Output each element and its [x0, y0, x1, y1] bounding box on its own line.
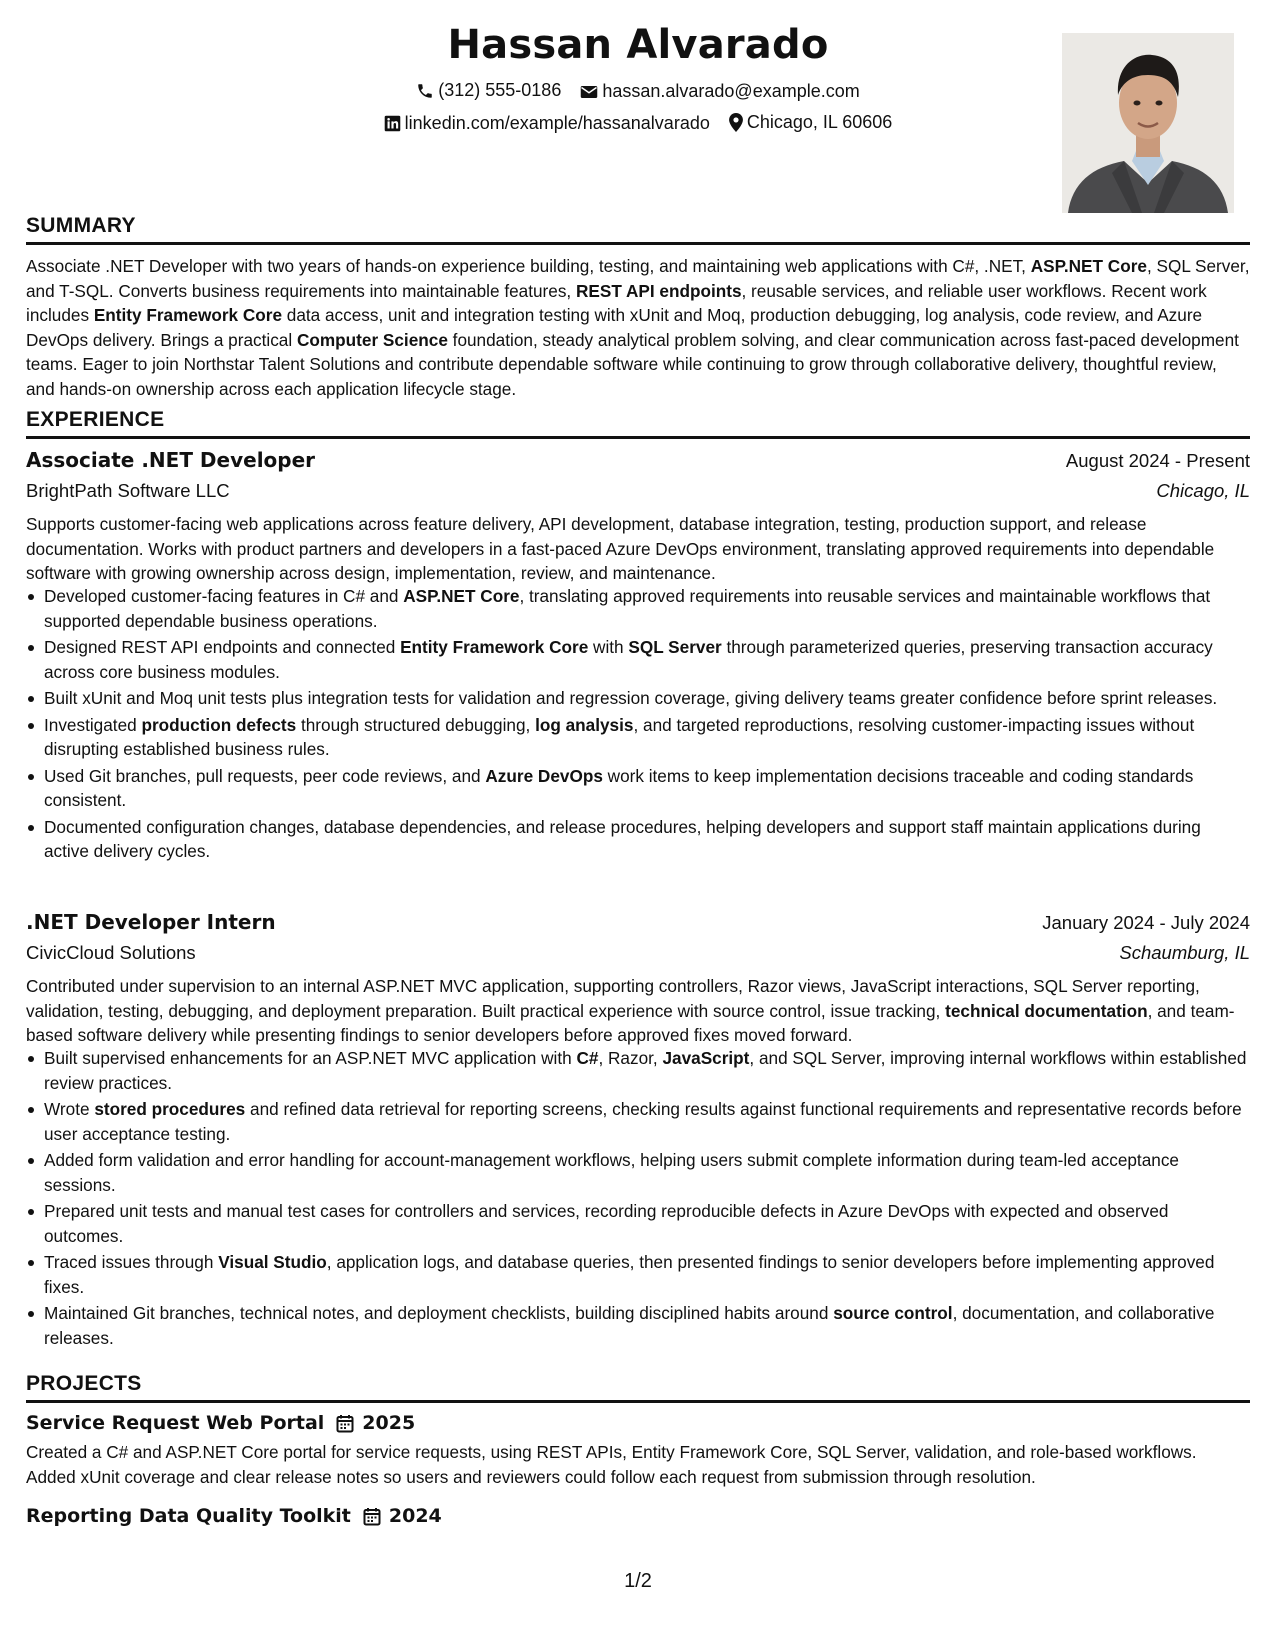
- job-description: Contributed under supervision to an internal ASP.NET MVC application, supporting controllers, Razor views, JavaScript interactions, SQL Server reporting, validation, testing, debugging, and deployment preparation. Built practical experience with source control, issue tracking, technical documentation, and team-based software delivery while presenting findings to senior developers before approved fixes moved forward.: [26, 976, 1235, 1045]
- phone-text: (312) 555-0186: [438, 80, 562, 100]
- location-text: Chicago, IL 60606: [746, 112, 893, 132]
- project-description: Created a C# and ASP.NET Core portal for service requests, using REST APIs, Entity Framework Core, SQL Server, validation, and role-based workflows. Added xUnit coverage and clear release notes so users and reviewers could follow each request from submission through resolution.: [26, 1442, 1197, 1487]
- list-item: Prepared unit tests and manual test cases for controllers and services, recording reproducible defects in Azure DevOps with expected and observed outcomes.: [26, 1199, 1250, 1248]
- list-item: Built xUnit and Moq unit tests plus integration tests for validation and regression coverage, giving delivery teams greater confidence before sprint releases.: [26, 686, 1250, 711]
- linkedin-text[interactable]: linkedin.com/example/hassanalvarado: [404, 113, 710, 133]
- project-heading: [26, 1505, 442, 1527]
- summary-heading: SUMMARY: [26, 214, 1250, 245]
- project-heading: [26, 1412, 415, 1434]
- list-item: Built supervised enhancements for an ASP.NET MVC application with C#, Razor, JavaScript, and SQL Server, improving internal workflows within established review practices.: [26, 1046, 1250, 1095]
- job-bullets: [26, 584, 1250, 866]
- job-location: Chicago, IL: [1156, 480, 1250, 501]
- resume-page: [26, 0, 1250, 1650]
- job-bullets: [26, 1046, 1250, 1352]
- summary-text: Associate .NET Developer with two years of hands-on experience building, testing, and maintaining web applications with C#, .NET, ASP.NET Core, SQL Server, and T-SQL. Converts business requirements into maintainable features, REST API endpoints, reusable services, and reliable user workflows. Recent work includes Entity Framework Core data access, unit and integration testing with xUnit and Moq, production debugging, log analysis, code review, and Azure DevOps delivery. Brings a practical Computer Science foundation, steady analytical problem solving, and clear communication across fast-paced development teams. Eager to join Northstar Talent Solutions and contribute dependable software while continuing to grow through collaborative delivery, thoughtful review, and hands-on ownership across each application lifecycle stage.: [26, 256, 1250, 399]
- job-description: Supports customer-facing web applications across feature delivery, API development, database integration, testing, production support, and release documentation. Works with product partners and developers in a fast-paced Azure DevOps environment, translating approved requirements into dependable software with growing ownership across design, implementation, review, and maintenance.: [26, 514, 1215, 583]
- list-item: Added form validation and error handling for account-management workflows, helping users submit complete information during team-led acceptance sessions.: [26, 1148, 1250, 1197]
- project-year: 2025: [362, 1412, 416, 1434]
- linkedin-icon: [384, 115, 401, 132]
- list-item: Maintained Git branches, technical notes, and deployment checklists, building disciplined habits around source control, documentation, and collaborative releases.: [26, 1301, 1250, 1350]
- page-number: 1/2: [624, 1570, 652, 1592]
- contact-linkedin[interactable]: [384, 113, 710, 134]
- resume-header: [26, 0, 1250, 230]
- job-title: Associate .NET Developer: [26, 448, 316, 472]
- job-dates: August 2024 - Present: [1065, 450, 1250, 471]
- list-item: Used Git branches, pull requests, peer code reviews, and Azure DevOps work items to keep implementation decisions traceable and coding standards consistent.: [26, 764, 1250, 813]
- experience-heading: EXPERIENCE: [26, 408, 1250, 439]
- projects-heading: PROJECTS: [26, 1372, 1250, 1403]
- list-item: Traced issues through Visual Studio, application logs, and database queries, then presented findings to senior developers before implementing approved fixes.: [26, 1250, 1250, 1299]
- project-name: Reporting Data Quality Toolkit: [26, 1505, 351, 1527]
- list-item: Designed REST API endpoints and connected Entity Framework Core with SQL Server through parameterized queries, preserving transaction accuracy across core business modules.: [26, 635, 1250, 684]
- job-company: BrightPath Software LLC: [26, 480, 230, 501]
- email-text[interactable]: hassan.alvarado@example.com: [602, 81, 860, 101]
- contact-email[interactable]: [580, 81, 859, 102]
- project-name: Service Request Web Portal: [26, 1412, 325, 1434]
- list-item: Developed customer-facing features in C# and ASP.NET Core, translating approved requirements into reusable services and maintainable workflows that supported dependable business operations.: [26, 584, 1250, 633]
- candidate-name: Hassan Alvarado: [447, 22, 829, 68]
- job-company: CivicCloud Solutions: [26, 942, 196, 963]
- list-item: Investigated production defects through structured debugging, log analysis, and targeted reproductions, resolving customer-impacting issues without disrupting established business rules.: [26, 713, 1250, 762]
- calendar-icon: [336, 1414, 354, 1433]
- contact-phone: [416, 80, 561, 101]
- project-year: 2024: [388, 1505, 442, 1527]
- contact-location: [729, 112, 892, 133]
- list-item: Documented configuration changes, database dependencies, and release procedures, helping developers and support staff maintain applications during active delivery cycles.: [26, 815, 1250, 864]
- profile-photo: [1062, 33, 1234, 213]
- envelope-icon: [580, 84, 598, 100]
- list-item: Wrote stored procedures and refined data retrieval for reporting screens, checking results against functional requirements and representative records before user acceptance testing.: [26, 1097, 1250, 1146]
- job-title: .NET Developer Intern: [26, 910, 276, 934]
- calendar-icon: [363, 1507, 381, 1526]
- phone-icon: [416, 82, 434, 100]
- job-location: Schaumburg, IL: [1119, 942, 1250, 963]
- job-dates: January 2024 - July 2024: [1042, 912, 1250, 933]
- map-pin-icon: [729, 113, 743, 132]
